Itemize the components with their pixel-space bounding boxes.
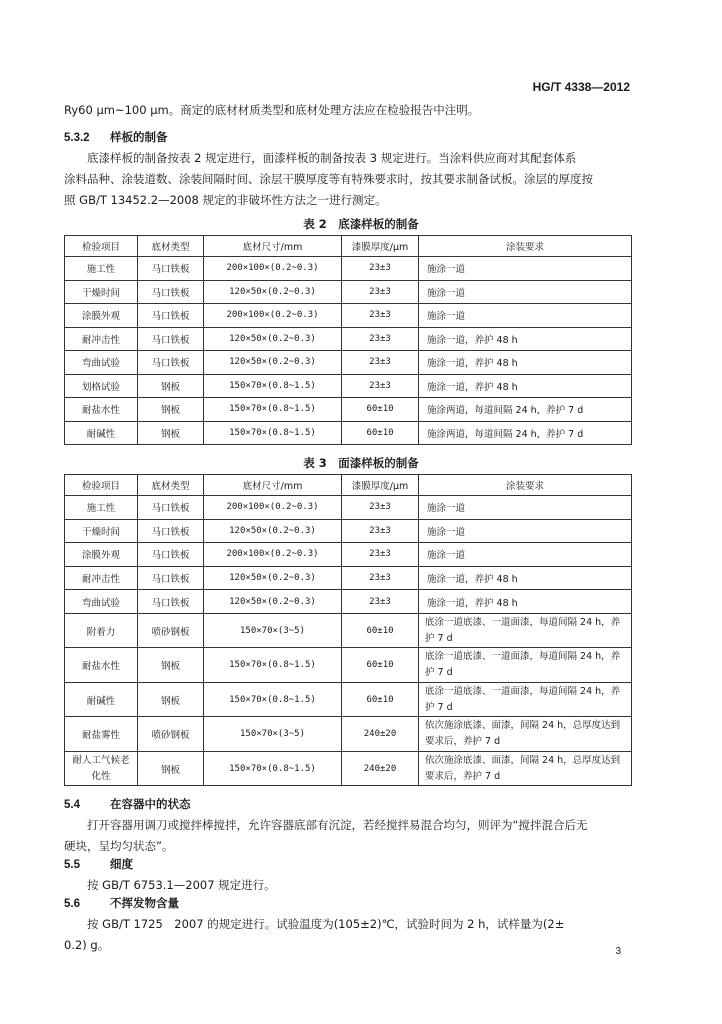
table-cell: 200×100×(0.2~0.3) <box>204 496 342 520</box>
table-cell: 耐人工气候老化性 <box>65 751 138 786</box>
section-title: 在容器中的状态 <box>110 797 191 811</box>
table-cell: 60±10 <box>342 421 419 445</box>
table-header-cell: 涂装要求 <box>419 236 632 257</box>
table-cell: 150×70×(0.8~1.5) <box>204 421 342 445</box>
table-cell: 马口铁板 <box>138 257 204 281</box>
table-cell: 耐盐雾性 <box>65 717 138 752</box>
table-cell: 23±3 <box>342 327 419 351</box>
table-cell: 底涂一道底漆、一道面漆，每道间隔 24 h，养护 7 d <box>419 682 632 717</box>
section-number: 5.5 <box>64 859 80 871</box>
table-cell: 马口铁板 <box>138 304 204 328</box>
table-cell: 喷砂钢板 <box>138 613 204 648</box>
table-header-row <box>65 236 632 257</box>
table-cell: 23±3 <box>342 519 419 543</box>
table-cell: 耐冲击性 <box>65 327 138 351</box>
page-number: 3 <box>615 946 621 957</box>
table-cell: 施涂一道 <box>419 280 632 304</box>
table-cell: 150×70×(0.8~1.5) <box>204 398 342 422</box>
table-cell: 依次施涂底漆、面漆，间隔 24 h，总厚度达到要求后，养护 7 d <box>419 717 632 752</box>
table-cell: 马口铁板 <box>138 566 204 590</box>
table-cell: 23±3 <box>342 257 419 281</box>
table-cell: 150×70×(0.8~1.5) <box>204 751 342 786</box>
table-header-cell: 底材类型 <box>138 475 204 496</box>
table-cell: 施涂一道，养护 48 h <box>419 327 632 351</box>
table-cell: 马口铁板 <box>138 327 204 351</box>
table-3-caption: 表 3 面漆样板的制备 <box>303 456 419 470</box>
table-row <box>65 717 632 752</box>
table-row <box>65 374 632 398</box>
table-row <box>65 751 632 786</box>
table-cell: 施工性 <box>65 257 138 281</box>
table-cell: 23±3 <box>342 304 419 328</box>
table-header-cell: 底材尺寸/mm <box>204 475 342 496</box>
table-cell: 施涂一道 <box>419 304 632 328</box>
section-heading <box>64 895 179 911</box>
table-cell: 钢板 <box>138 421 204 445</box>
section-number: 5.4 <box>64 799 80 811</box>
table-cell: 底涂一道底漆、一道面漆，每道间隔 24 h，养护 7 d <box>419 613 632 648</box>
table-cell: 23±3 <box>342 280 419 304</box>
table-cell: 施涂两道，每道间隔 24 h，养护 7 d <box>419 421 632 445</box>
table-cell: 施涂一道，养护 48 h <box>419 566 632 590</box>
table-2 <box>64 235 632 445</box>
table-cell: 150×70×(3~5) <box>204 613 342 648</box>
table-row <box>65 682 632 717</box>
table-cell: 60±10 <box>342 613 419 648</box>
section-title: 不挥发物含量 <box>110 896 179 910</box>
table-cell: 240±20 <box>342 717 419 752</box>
section-heading <box>64 856 133 872</box>
table-row <box>65 613 632 648</box>
table-cell: 120×50×(0.2~0.3) <box>204 566 342 590</box>
table-cell: 喷砂钢板 <box>138 717 204 752</box>
table-cell: 施涂一道 <box>419 519 632 543</box>
table-cell: 23±3 <box>342 496 419 520</box>
table-row <box>65 543 632 567</box>
table-cell: 120×50×(0.2~0.3) <box>204 590 342 614</box>
para-line: 打开容器用调刀或搅拌棒搅拌，允许容器底部有沉淀，若经搅拌易混合均匀，则评为“搅拌混合后无 <box>87 818 588 832</box>
table-cell: 马口铁板 <box>138 590 204 614</box>
table-cell: 60±10 <box>342 682 419 717</box>
table-cell: 施涂一道 <box>419 257 632 281</box>
table-cell: 耐碱性 <box>65 421 138 445</box>
para-line: 涂料品种、涂装道数、涂装间隔时间、涂层干膜厚度等有特殊要求时，按其要求制备试板。涂层的厚度按 <box>64 172 593 186</box>
table-cell: 150×70×(0.8~1.5) <box>204 682 342 717</box>
table-cell: 23±3 <box>342 566 419 590</box>
table-cell: 依次施涂底漆、面漆，间隔 24 h，总厚度达到要求后，养护 7 d <box>419 751 632 786</box>
table-header-cell: 检验项目 <box>65 475 138 496</box>
table-cell: 耐盐水性 <box>65 648 138 683</box>
table-cell: 干燥时间 <box>65 280 138 304</box>
table-cell: 150×70×(3~5) <box>204 717 342 752</box>
table-cell: 钢板 <box>138 648 204 683</box>
table-header-cell: 漆膜厚度/μm <box>342 236 419 257</box>
table-header-cell: 检验项目 <box>65 236 138 257</box>
table-cell: 施工性 <box>65 496 138 520</box>
table-cell: 马口铁板 <box>138 519 204 543</box>
table-row <box>65 519 632 543</box>
table-row <box>65 280 632 304</box>
para-line: 硬块，呈均匀状态”。 <box>64 839 174 853</box>
table-row <box>65 590 632 614</box>
table-cell: 23±3 <box>342 590 419 614</box>
table-cell: 耐碱性 <box>65 682 138 717</box>
para-line: 0.2) g。 <box>64 938 110 952</box>
table-cell: 60±10 <box>342 648 419 683</box>
para-line: 照 GB/T 13452.2—2008 规定的非破坏性方法之一进行测定。 <box>64 193 387 207</box>
section-title: 细度 <box>110 857 133 871</box>
table-row <box>65 257 632 281</box>
table-cell: 涂膜外观 <box>65 543 138 567</box>
table-row <box>65 648 632 683</box>
table-cell: 划格试验 <box>65 374 138 398</box>
table-row <box>65 566 632 590</box>
table-cell: 钢板 <box>138 751 204 786</box>
table-row <box>65 327 632 351</box>
table-cell: 弯曲试验 <box>65 351 138 375</box>
table-cell: 弯曲试验 <box>65 590 138 614</box>
table-row <box>65 421 632 445</box>
table-row <box>65 304 632 328</box>
section-heading <box>64 796 191 812</box>
table-header-row <box>65 475 632 496</box>
table-cell: 钢板 <box>138 398 204 422</box>
table-cell: 涂膜外观 <box>65 304 138 328</box>
table-cell: 施涂一道 <box>419 496 632 520</box>
table-cell: 120×50×(0.2~0.3) <box>204 327 342 351</box>
table-cell: 120×50×(0.2~0.3) <box>204 519 342 543</box>
para-line: 按 GB/T 6753.1—2007 规定进行。 <box>87 878 276 892</box>
table-cell: 120×50×(0.2~0.3) <box>204 280 342 304</box>
table-header-cell: 漆膜厚度/μm <box>342 475 419 496</box>
table-2-caption: 表 2 底漆样板的制备 <box>303 217 419 231</box>
table-cell: 干燥时间 <box>65 519 138 543</box>
table-cell: 施涂一道，养护 48 h <box>419 590 632 614</box>
table-cell: 240±20 <box>342 751 419 786</box>
table-cell: 23±3 <box>342 543 419 567</box>
table-cell: 施涂一道，养护 48 h <box>419 374 632 398</box>
table-cell: 钢板 <box>138 682 204 717</box>
table-row <box>65 398 632 422</box>
table-cell: 马口铁板 <box>138 543 204 567</box>
table-cell: 施涂两道，每道间隔 24 h，养护 7 d <box>419 398 632 422</box>
table-3 <box>64 474 632 786</box>
table-cell: 150×70×(0.8~1.5) <box>204 374 342 398</box>
table-cell: 23±3 <box>342 351 419 375</box>
table-cell: 23±3 <box>342 374 419 398</box>
table-cell: 附着力 <box>65 613 138 648</box>
table-row <box>65 351 632 375</box>
table-cell: 200×100×(0.2~0.3) <box>204 257 342 281</box>
table-cell: 200×100×(0.2~0.3) <box>204 543 342 567</box>
table-cell: 施涂一道，养护 48 h <box>419 351 632 375</box>
table-cell: 底涂一道底漆、一道面漆，每道间隔 24 h，养护 7 d <box>419 648 632 683</box>
table-cell: 120×50×(0.2~0.3) <box>204 351 342 375</box>
table-row <box>65 496 632 520</box>
section-title: 样板的制备 <box>110 130 168 144</box>
table-cell: 马口铁板 <box>138 280 204 304</box>
table-cell: 200×100×(0.2~0.3) <box>204 304 342 328</box>
table-cell: 钢板 <box>138 374 204 398</box>
section-number: 5.6 <box>64 898 80 910</box>
table-header-cell: 底材类型 <box>138 236 204 257</box>
section-number: 5.3.2 <box>64 132 90 144</box>
table-header-cell: 底材尺寸/mm <box>204 236 342 257</box>
table-cell: 施涂一道 <box>419 543 632 567</box>
table-cell: 60±10 <box>342 398 419 422</box>
para-line: 底漆样板的制备按表 2 规定进行，面漆样板的制备按表 3 规定进行。当涂料供应商对其配套体系 <box>87 151 577 165</box>
intro-line: Ry60 μm~100 μm。商定的底材材质类型和底材处理方法应在检验报告中注明。 <box>64 103 480 117</box>
table-cell: 150×70×(0.8~1.5) <box>204 648 342 683</box>
table-cell: 耐冲击性 <box>65 566 138 590</box>
table-cell: 马口铁板 <box>138 496 204 520</box>
table-header-cell: 涂装要求 <box>419 475 632 496</box>
table-cell: 耐盐水性 <box>65 398 138 422</box>
para-line: 按 GB/T 1725 2007 的规定进行。试验温度为(105±2)℃，试验时间为 2 h，试样量为(2± <box>87 917 565 931</box>
table-cell: 马口铁板 <box>138 351 204 375</box>
standard-code: HG/T 4338—2012 <box>532 80 630 94</box>
section-heading <box>64 129 168 145</box>
